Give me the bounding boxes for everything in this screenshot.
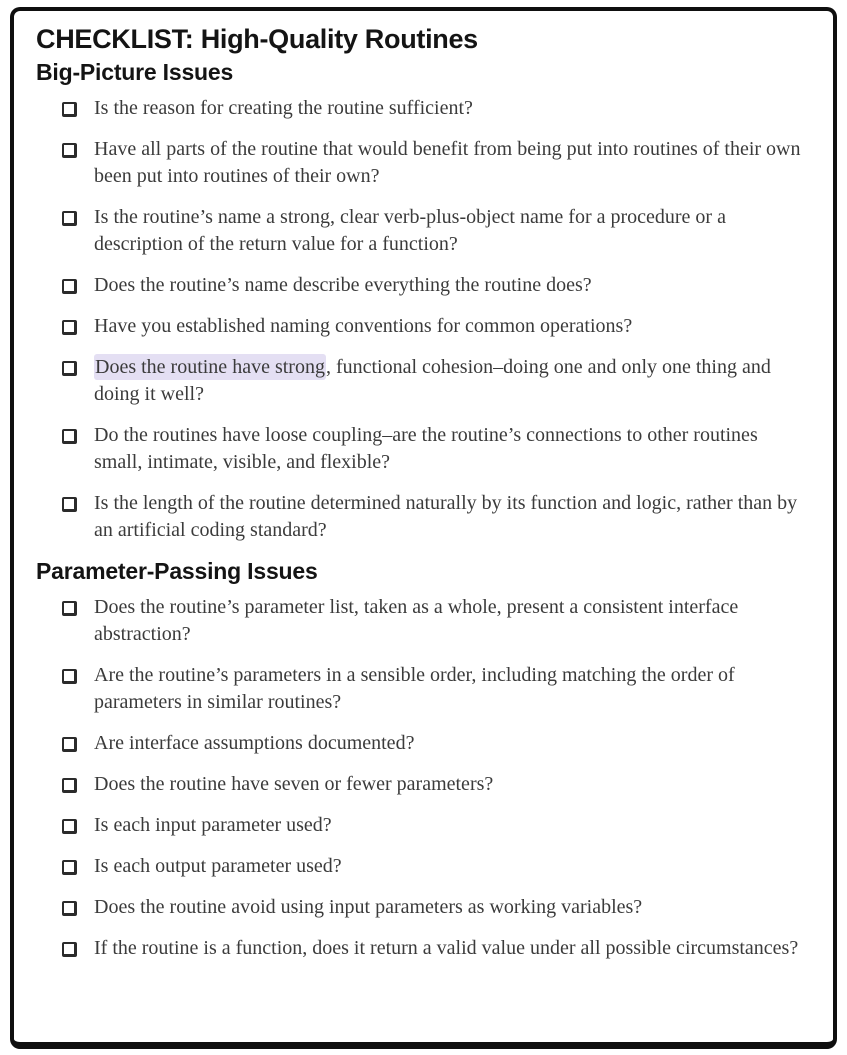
checklist-item-text: Is each output parameter used? xyxy=(94,855,342,877)
checklist-item xyxy=(62,812,809,839)
checklist-item-text: Does the routine’s parameter list, taken as a whole, present a consistent interface abstraction? xyxy=(94,596,739,645)
checkbox-icon xyxy=(62,361,77,376)
checklist-item-text: Is the routine’s name a strong, clear verb-plus-object name for a procedure or a description of the return value for a function? xyxy=(94,206,726,255)
checklist-title: CHECKLIST: High-Quality Routines xyxy=(36,24,478,54)
checklist-item xyxy=(62,594,809,648)
checklist-item-text: Does the routine’s name describe everything the routine does? xyxy=(94,274,592,296)
checklist-item xyxy=(62,95,809,122)
checklist-item-text: Have all parts of the routine that would benefit from being put into routines of their own been put into routines of their own? xyxy=(94,138,801,187)
section-heading: Big-Picture Issues xyxy=(36,59,234,85)
checklist-item-text: Is the reason for creating the routine sufficient? xyxy=(94,97,473,119)
checklist-item-text: If the routine is a function, does it return a valid value under all possible circumstances? xyxy=(94,937,799,959)
checklist-sections xyxy=(36,59,809,962)
checkbox-icon xyxy=(62,778,77,793)
checklist-item xyxy=(62,272,809,299)
checklist-item-text: Have you established naming conventions for common operations? xyxy=(94,315,633,337)
checklist-item-text: Does the routine have seven or fewer parameters? xyxy=(94,773,494,795)
checkbox-icon xyxy=(62,737,77,752)
checklist-item-text: Is the length of the routine determined naturally by its function and logic, rather than by an artificial coding standard? xyxy=(94,492,798,541)
checklist-item xyxy=(62,730,809,757)
checklist-item-text-rest: , functional cohesion–doing one and only one thing and doing it well? xyxy=(94,356,771,405)
checkbox-icon xyxy=(62,211,77,226)
checkbox-icon xyxy=(62,143,77,158)
checklist-item-text xyxy=(94,354,809,408)
checklist-item xyxy=(62,935,809,962)
checklist-item-text: Are the routine’s parameters in a sensible order, including matching the order of parameters in similar routines? xyxy=(94,664,735,713)
checklist-item xyxy=(62,853,809,880)
checklist-item xyxy=(62,354,809,408)
checklist-item xyxy=(62,662,809,716)
checklist-item xyxy=(62,771,809,798)
checklist-item-text: Does the routine avoid using input parameters as working variables? xyxy=(94,896,643,918)
checklist-items xyxy=(36,594,809,962)
highlighted-text: Does the routine have strong xyxy=(95,356,325,378)
checklist-item xyxy=(62,422,809,476)
checklist-item xyxy=(62,204,809,258)
checkbox-icon xyxy=(62,601,77,616)
checklist-item xyxy=(62,136,809,190)
checklist-items xyxy=(36,95,809,544)
checkbox-icon xyxy=(62,669,77,684)
checklist-item-text: Are interface assumptions documented? xyxy=(94,732,415,754)
checkbox-icon xyxy=(62,901,77,916)
checkbox-icon xyxy=(62,429,77,444)
checkbox-icon xyxy=(62,102,77,117)
checklist-item-text: Is each input parameter used? xyxy=(94,814,332,836)
checklist-item xyxy=(62,490,809,544)
section-heading: Parameter-Passing Issues xyxy=(36,558,318,584)
checklist-item-text: Do the routines have loose coupling–are the routine’s connections to other routines small, intimate, visible, and flexible? xyxy=(94,424,758,473)
checkbox-icon xyxy=(62,942,77,957)
checkbox-icon xyxy=(62,279,77,294)
checklist-card xyxy=(10,7,837,1049)
checkbox-icon xyxy=(62,860,77,875)
checkbox-icon xyxy=(62,497,77,512)
checklist-item xyxy=(62,894,809,921)
checklist-item xyxy=(62,313,809,340)
checkbox-icon xyxy=(62,819,77,834)
checkbox-icon xyxy=(62,320,77,335)
